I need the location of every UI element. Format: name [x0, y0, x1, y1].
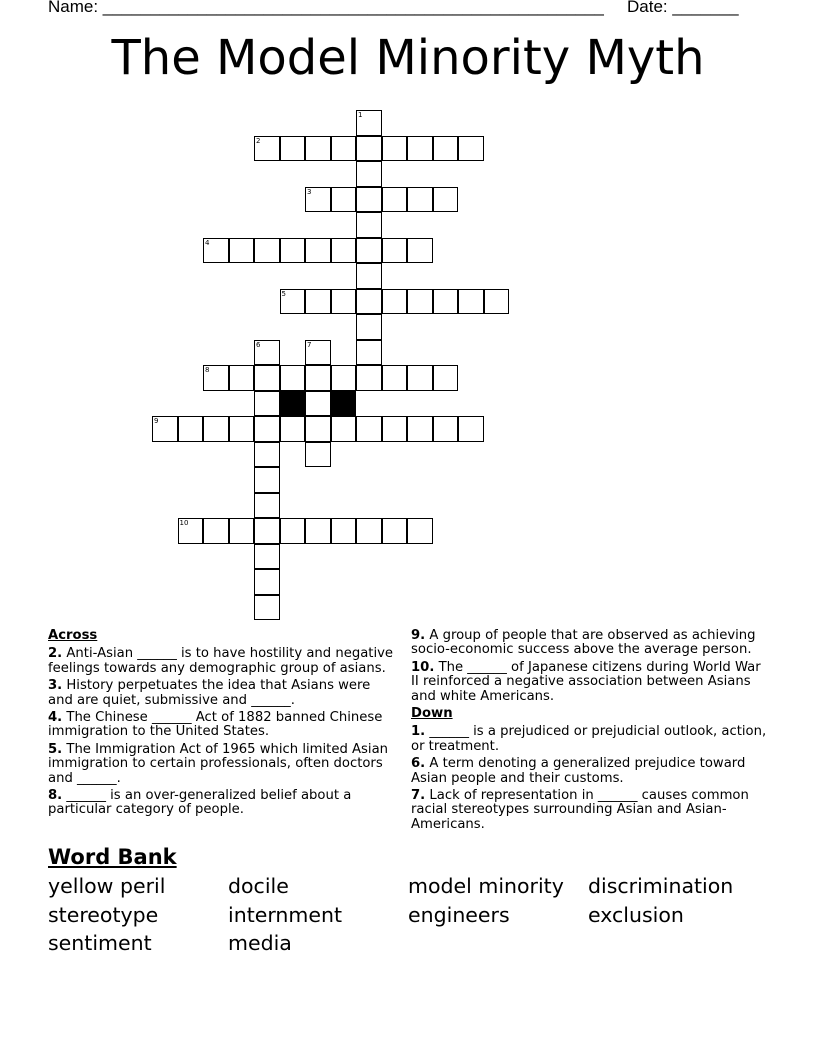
clue-text: A term denoting a generalized prejudice toward Asian people and their customs.	[411, 756, 746, 786]
crossword-cell[interactable]	[254, 442, 280, 468]
crossword-cell[interactable]	[356, 365, 382, 391]
clue-text: The Chinese ______ Act of 1882 banned Chinese immigration to the United States.	[48, 710, 383, 740]
crossword-cell[interactable]	[407, 238, 433, 264]
word-bank-item: model minority	[408, 874, 564, 898]
word-bank-item: exclusion	[588, 903, 684, 927]
name-field: Name: _____________________________________________________	[48, 0, 604, 16]
crossword-clue-number: 9	[154, 417, 159, 425]
crossword-cell[interactable]	[382, 416, 408, 442]
clue-number: 10.	[411, 659, 435, 675]
date-field: Date: _______	[627, 0, 739, 16]
clue-down-1	[411, 725, 769, 754]
crossword-cell[interactable]	[305, 442, 331, 468]
word-bank-item: discrimination	[588, 874, 734, 898]
crossword-cell[interactable]	[229, 518, 255, 544]
crossword-cell[interactable]	[229, 238, 255, 264]
crossword-cell[interactable]	[254, 391, 280, 417]
crossword-cell[interactable]	[305, 518, 331, 544]
crossword-cell[interactable]	[356, 212, 382, 238]
crossword-cell[interactable]	[254, 544, 280, 570]
crossword-cell[interactable]	[254, 136, 280, 162]
crossword-cell[interactable]	[458, 416, 484, 442]
crossword-cell[interactable]	[382, 365, 408, 391]
clue-number: 2.	[48, 646, 63, 662]
clue-number: 1.	[411, 724, 426, 740]
crossword-cell[interactable]	[331, 187, 357, 213]
clue-number: 9.	[411, 628, 426, 643]
crossword-cell[interactable]	[203, 238, 229, 264]
crossword-cell[interactable]	[280, 416, 306, 442]
crossword-cell[interactable]	[331, 289, 357, 315]
crossword-cell[interactable]	[280, 518, 306, 544]
crossword-cell[interactable]	[305, 136, 331, 162]
word-bank-title: Word Bank	[48, 845, 177, 869]
crossword-cell[interactable]	[254, 569, 280, 595]
clue-text: ______ is an over-generalized belief about a particular category of people.	[48, 788, 352, 818]
word-bank-item: internment	[228, 903, 343, 927]
crossword-cell[interactable]	[407, 289, 433, 315]
crossword-cell[interactable]	[433, 365, 459, 391]
crossword-cell[interactable]	[254, 518, 280, 544]
clue-number: 8.	[48, 788, 63, 804]
clue-across-2	[48, 647, 398, 676]
crossword-cell[interactable]	[280, 238, 306, 264]
crossword-clue-number: 7	[307, 340, 312, 349]
crossword-cell[interactable]	[178, 518, 204, 544]
crossword-cell[interactable]	[407, 365, 433, 391]
clue-text: The Immigration Act of 1965 which limited Asian immigration to certain professionals, often doctors and ______.	[48, 741, 389, 786]
crossword-cell[interactable]	[407, 518, 433, 544]
crossword-cell[interactable]	[356, 238, 382, 264]
crossword-cell[interactable]	[331, 365, 357, 391]
crossword-cell[interactable]	[305, 391, 331, 417]
crossword-cell[interactable]	[254, 493, 280, 519]
crossword-clue-number: 5	[281, 289, 286, 298]
crossword-cell[interactable]	[433, 136, 459, 162]
crossword-cell[interactable]	[331, 238, 357, 264]
crossword-cell[interactable]	[178, 416, 204, 442]
clue-across-5	[48, 743, 398, 786]
clue-number: 3.	[48, 678, 63, 694]
crossword-cell[interactable]	[331, 136, 357, 162]
word-bank-item: stereotype	[48, 903, 159, 927]
clues-right-column	[411, 629, 769, 835]
word-bank-item: sentiment	[48, 931, 152, 955]
clue-number: 6.	[411, 756, 426, 772]
crossword-cell[interactable]	[203, 518, 229, 544]
crossword-cell[interactable]	[305, 289, 331, 315]
crossword-cell[interactable]	[280, 289, 306, 315]
crossword-cell[interactable]	[356, 263, 382, 289]
clue-number: 7.	[411, 788, 426, 804]
word-bank-item: media	[228, 931, 292, 955]
crossword-cell[interactable]	[152, 416, 178, 442]
crossword-cell[interactable]	[356, 289, 382, 315]
crossword-cell[interactable]	[356, 314, 382, 340]
crossword-cell[interactable]	[305, 340, 331, 366]
crossword-black-cell	[280, 391, 306, 417]
crossword-cell[interactable]	[254, 595, 280, 621]
crossword-cell[interactable]	[382, 289, 408, 315]
clue-down-7	[411, 789, 769, 832]
crossword-cell[interactable]	[280, 136, 306, 162]
clue-text: ______ is a prejudiced or prejudicial outlook, action, or treatment.	[411, 724, 767, 754]
crossword-cell[interactable]	[356, 518, 382, 544]
clue-text: Anti-Asian ______ is to have hostility and negative feelings towards any demographic group of asians.	[48, 646, 394, 676]
clue-down-6	[411, 757, 769, 786]
crossword-clue-number: 3	[307, 187, 312, 196]
down-heading: Down	[411, 706, 453, 722]
crossword-cell[interactable]	[433, 187, 459, 213]
crossword-cell[interactable]	[356, 340, 382, 366]
crossword-cell[interactable]	[407, 136, 433, 162]
crossword-cell[interactable]	[484, 289, 510, 315]
word-bank-item: docile	[228, 874, 289, 898]
word-bank-item: yellow peril	[48, 874, 166, 898]
clue-text: A group of people that are observed as achieving socio-economic success above the average person.	[411, 628, 756, 658]
clue-across-10	[411, 661, 769, 704]
crossword-cell[interactable]	[229, 416, 255, 442]
clue-across-4	[48, 711, 398, 740]
clue-text: The ______ of Japanese citizens during World War II reinforced a negative association between Asians and white Americans.	[411, 659, 761, 704]
crossword-cell[interactable]	[356, 416, 382, 442]
clue-text: History perpetuates the idea that Asians were and are quiet, submissive and ______.	[48, 678, 371, 708]
crossword-clue-number: 10	[179, 519, 189, 527]
crossword-cell[interactable]	[382, 518, 408, 544]
crossword-cell[interactable]	[433, 289, 459, 315]
crossword-cell[interactable]	[331, 518, 357, 544]
crossword-cell[interactable]	[356, 161, 382, 187]
across-heading: Across	[48, 628, 98, 643]
crossword-cell[interactable]	[203, 416, 229, 442]
crossword-cell[interactable]	[203, 365, 229, 391]
crossword-cell[interactable]	[305, 416, 331, 442]
crossword-cell[interactable]	[433, 416, 459, 442]
crossword-cell[interactable]	[254, 238, 280, 264]
crossword-cell[interactable]	[254, 340, 280, 366]
crossword-black-cell	[331, 391, 357, 417]
crossword-clue-number: 8	[205, 366, 210, 374]
crossword-cell[interactable]	[229, 365, 255, 391]
clue-across-3	[48, 679, 398, 708]
crossword-cell[interactable]	[356, 136, 382, 162]
crossword-cell[interactable]	[382, 238, 408, 264]
crossword-cell[interactable]	[382, 187, 408, 213]
crossword-cell[interactable]	[407, 416, 433, 442]
crossword-cell[interactable]	[254, 416, 280, 442]
crossword-cell[interactable]	[356, 110, 382, 136]
crossword-cell[interactable]	[254, 365, 280, 391]
crossword-clue-number: 6	[256, 340, 261, 349]
clue-number: 5.	[48, 741, 63, 757]
crossword-cell[interactable]	[305, 238, 331, 264]
crossword-cell[interactable]	[382, 136, 408, 162]
crossword-cell[interactable]	[356, 187, 382, 213]
crossword-cell[interactable]	[407, 187, 433, 213]
crossword-cell[interactable]	[305, 187, 331, 213]
crossword-cell[interactable]	[331, 416, 357, 442]
word-bank-item: engineers	[408, 903, 510, 927]
crossword-cell[interactable]	[458, 136, 484, 162]
crossword-clue-number: 4	[205, 238, 210, 247]
crossword-cell[interactable]	[458, 289, 484, 315]
clue-across-9	[411, 629, 769, 658]
crossword-cell[interactable]	[280, 365, 306, 391]
clues-left-column	[48, 629, 398, 821]
page-title: The Model Minority Myth	[111, 30, 705, 86]
crossword-clue-number: 2	[256, 136, 261, 145]
crossword-cell[interactable]	[254, 467, 280, 493]
clue-across-8	[48, 789, 398, 818]
clue-number: 4.	[48, 710, 63, 726]
clue-text: Lack of representation in ______ causes common racial stereotypes surrounding Asian and Asian-Americans.	[411, 788, 749, 832]
crossword-cell[interactable]	[305, 365, 331, 391]
crossword-clue-number: 1	[358, 111, 363, 119]
